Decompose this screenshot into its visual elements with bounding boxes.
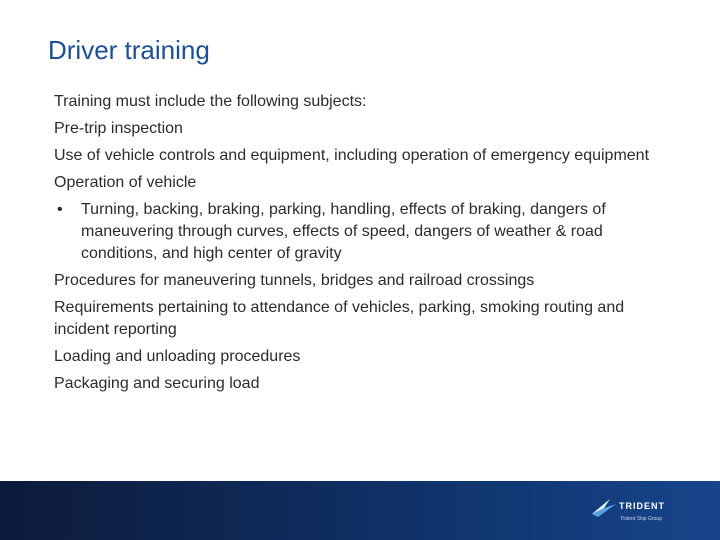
intro-text: Training must include the following subjects: <box>54 93 367 110</box>
subject-item: Packaging and securing load <box>54 375 260 392</box>
slide-title: Driver training <box>48 35 210 65</box>
sub-bullet-text: Turning, backing, braking, parking, handling, effects of braking, dangers of maneuvering through curves, effects of speed, dangers of weather & road conditions, and high center of gravity <box>81 201 606 262</box>
bullet-icon: • <box>57 201 63 218</box>
subject-item: Procedures for maneuvering tunnels, bridges and railroad crossings <box>54 272 535 289</box>
subject-item: Pre-trip inspection <box>54 120 183 137</box>
sub-bullet-item <box>54 199 666 265</box>
trident-logo <box>590 494 680 530</box>
subject-item: Use of vehicle controls and equipment, including operation of emergency equipment <box>54 147 650 164</box>
subject-item: Loading and unloading procedures <box>54 348 301 365</box>
subject-item: Operation of vehicle <box>54 174 197 191</box>
logo-tagline: Trident Ship Group <box>620 516 662 522</box>
logo-wordmark: TRIDENT <box>619 501 665 511</box>
slide-body <box>54 91 666 400</box>
subject-item: Requirements pertaining to attendance of vehicles, parking, smoking routing and incident reporting <box>54 299 625 338</box>
trident-arrow-icon <box>590 496 618 518</box>
